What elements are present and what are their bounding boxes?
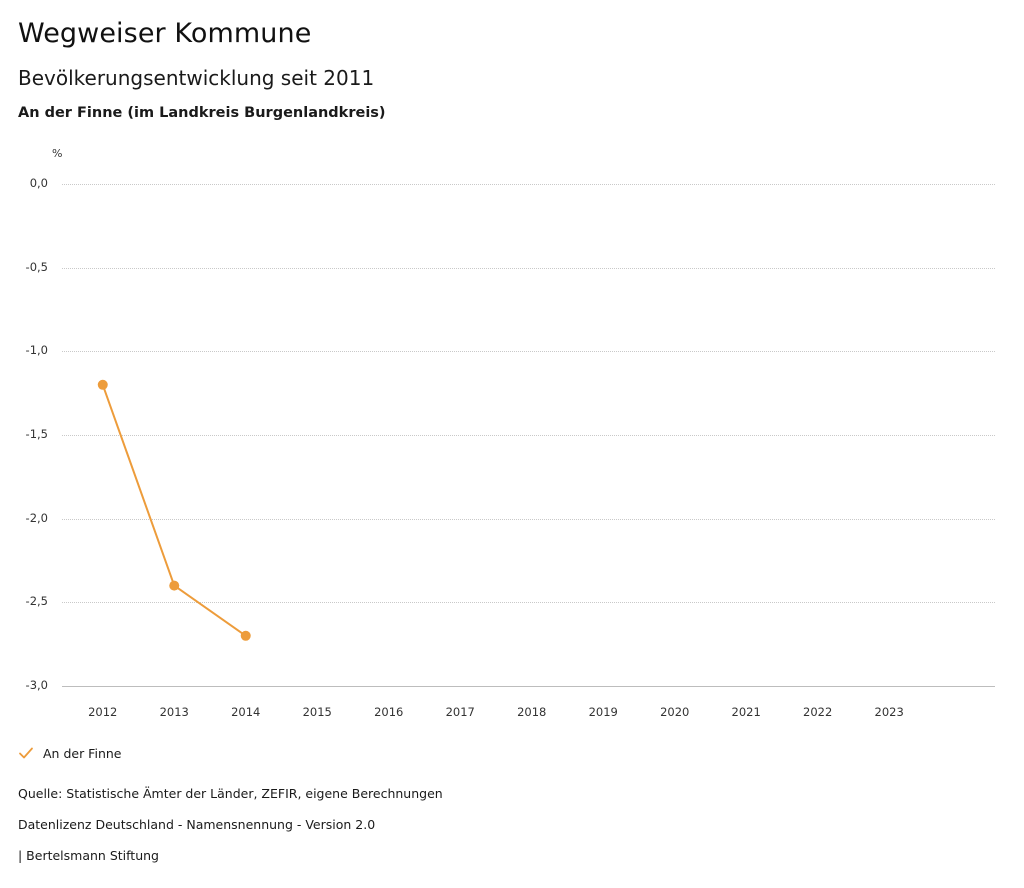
y-axis-tick-label: -2,5 (25, 594, 48, 609)
x-axis-tick-label: 2021 (731, 705, 761, 719)
series-line-an-der-finne (62, 184, 995, 686)
check-icon (18, 745, 34, 761)
x-axis-tick-label: 2013 (159, 705, 189, 719)
y-axis-tick-label: -1,5 (25, 427, 48, 441)
x-axis-line (62, 686, 995, 687)
x-axis-tick-label: 2015 (302, 705, 332, 719)
y-axis-tick-label: -0,5 (25, 259, 48, 274)
y-axis-unit: % (52, 147, 63, 160)
x-axis-tick-label: 2014 (231, 705, 261, 719)
x-axis-tick-label: 2023 (874, 705, 904, 719)
plot-area (62, 184, 995, 686)
x-axis-tick-label: 2022 (803, 705, 833, 719)
y-axis-tick-label: -1,0 (25, 343, 48, 358)
x-axis-tick-label: 2018 (517, 705, 547, 719)
chart-subtitle: Bevölkerungsentwicklung seit 2011 (18, 66, 375, 90)
region-label: An der Finne (im Landkreis Burgenlandkreis) (18, 105, 386, 121)
source-line-1: Quelle: Statistische Ämter der Länder, ZEFIR, eigene Berechnungen (18, 786, 443, 801)
y-axis-tick-label: -2,0 (25, 510, 48, 525)
x-axis-tick-label: 2017 (445, 705, 475, 719)
y-axis-tick-label: -3,0 (25, 678, 48, 692)
x-axis-tick-label: 2020 (660, 705, 690, 719)
x-axis-tick-label: 2016 (374, 705, 404, 719)
data-point (241, 631, 251, 641)
x-axis-tick-label: 2012 (88, 705, 118, 719)
page-title: Wegweiser Kommune (18, 18, 312, 49)
chart-legend[interactable] (18, 745, 121, 761)
data-point (98, 380, 108, 390)
x-axis-tick-label: 2019 (588, 705, 618, 719)
source-line-2: Datenlizenz Deutschland - Namensnennung - Version 2.0 (18, 817, 376, 832)
data-point (169, 581, 179, 591)
legend-item-label: An der Finne (43, 745, 122, 761)
source-line-3: | Bertelsmann Stiftung (18, 848, 159, 863)
y-axis-tick-label: 0,0 (29, 176, 48, 190)
